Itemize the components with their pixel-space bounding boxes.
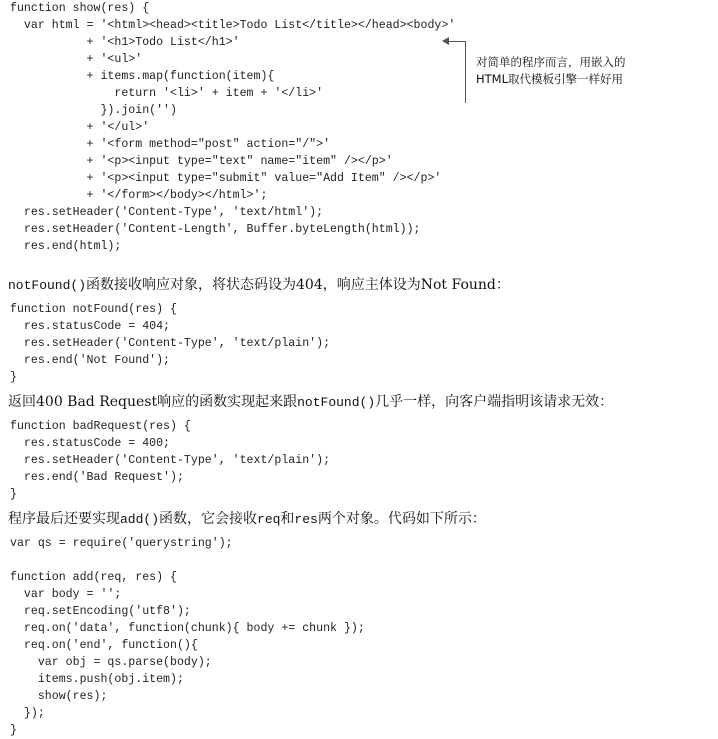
code-line: function notFound(res) { — [10, 303, 177, 316]
code-line: res.end(html); — [10, 240, 122, 253]
code-line: }).join('') — [10, 104, 177, 117]
paragraph-text: 两个对象。代码如下所示： — [317, 511, 486, 527]
code-line: req.on('end', function(){ — [10, 639, 198, 652]
paragraph-badrequest — [8, 392, 613, 413]
paragraph-text: 几乎一样，向客户端指明该请求无效： — [375, 394, 614, 410]
code-line: function add(req, res) { — [10, 571, 177, 584]
code-line: var obj = qs.parse(body); — [10, 656, 212, 669]
callout-connector — [448, 41, 466, 42]
code-annotation — [476, 54, 626, 88]
inline-code: add() — [120, 512, 160, 527]
paragraph-text: 程序最后还要实现 — [8, 511, 120, 527]
code-line: + '<ul>' — [10, 53, 143, 66]
annotation-line-1: 对简单的程序而言，用嵌入的 — [476, 55, 626, 69]
paragraph-add — [8, 509, 486, 530]
code-line: + '<p><input type="text" name="item" /></p>' — [10, 155, 393, 168]
paragraph-text: 函数，它会接收 — [159, 511, 258, 527]
code-line: }); — [10, 707, 45, 720]
code-line: } — [10, 724, 17, 737]
code-line: } — [10, 371, 17, 384]
code-line: res.setHeader('Content-Type', 'text/plain'); — [10, 454, 331, 467]
code-line: function badRequest(res) { — [10, 420, 191, 433]
code-line: var html = '<html><head><title>Todo List</title></head><body>' — [10, 19, 456, 32]
code-line: res.setHeader('Content-Type', 'text/html'); — [10, 206, 324, 219]
code-line: res.end('Not Found'); — [10, 354, 171, 367]
code-block-add — [10, 535, 365, 739]
inline-code: notFound() — [297, 395, 376, 410]
code-line: res.statusCode = 404; — [10, 320, 171, 333]
code-line: res.setHeader('Content-Length', Buffer.byteLength(html)); — [10, 223, 421, 236]
code-line: + '<h1>Todo List</h1>' — [10, 36, 240, 49]
code-line: + '</ul>' — [10, 121, 150, 134]
callout-bracket-line — [465, 42, 466, 103]
code-line: + items.map(function(item){ — [10, 70, 275, 83]
code-block-show — [10, 0, 455, 255]
inline-code: req — [257, 512, 281, 527]
code-line: res.end('Bad Request'); — [10, 471, 184, 484]
code-block-notfound — [10, 301, 330, 386]
code-line: var body = ''; — [10, 588, 122, 601]
code-line: res.setHeader('Content-Type', 'text/plain'); — [10, 337, 331, 350]
code-line: } — [10, 488, 17, 501]
code-line: + '<p><input type="submit" value="Add Item" /></p>' — [10, 172, 442, 185]
inline-code: notFound() — [8, 278, 87, 293]
code-line: items.push(obj.item); — [10, 673, 184, 686]
annotation-line-2: HTML取代模板引擎一样好用 — [476, 72, 623, 86]
paragraph-notfound — [8, 275, 510, 296]
code-line: show(res); — [10, 690, 108, 703]
paragraph-text: 和 — [280, 511, 295, 527]
code-line — [10, 552, 365, 569]
code-line: req.on('data', function(chunk){ body += chunk }); — [10, 622, 365, 635]
code-line: function show(res) { — [10, 2, 150, 15]
code-line: var qs = require('querystring'); — [10, 537, 233, 550]
paragraph-text: 函数接收响应对象，将状态码设为404，响应主体设为Not Found： — [86, 277, 510, 293]
inline-code: res — [294, 512, 318, 527]
code-line: req.setEncoding('utf8'); — [10, 605, 191, 618]
code-line: + '</form></body></html>'; — [10, 189, 268, 202]
code-block-badrequest — [10, 418, 330, 503]
code-line: res.statusCode = 400; — [10, 437, 171, 450]
paragraph-text: 返回400 Bad Request响应的函数实现起来跟 — [8, 394, 298, 410]
code-line: return '<li>' + item + '</li>' — [10, 87, 324, 100]
code-line: + '<form method="post" action="/">' — [10, 138, 331, 151]
